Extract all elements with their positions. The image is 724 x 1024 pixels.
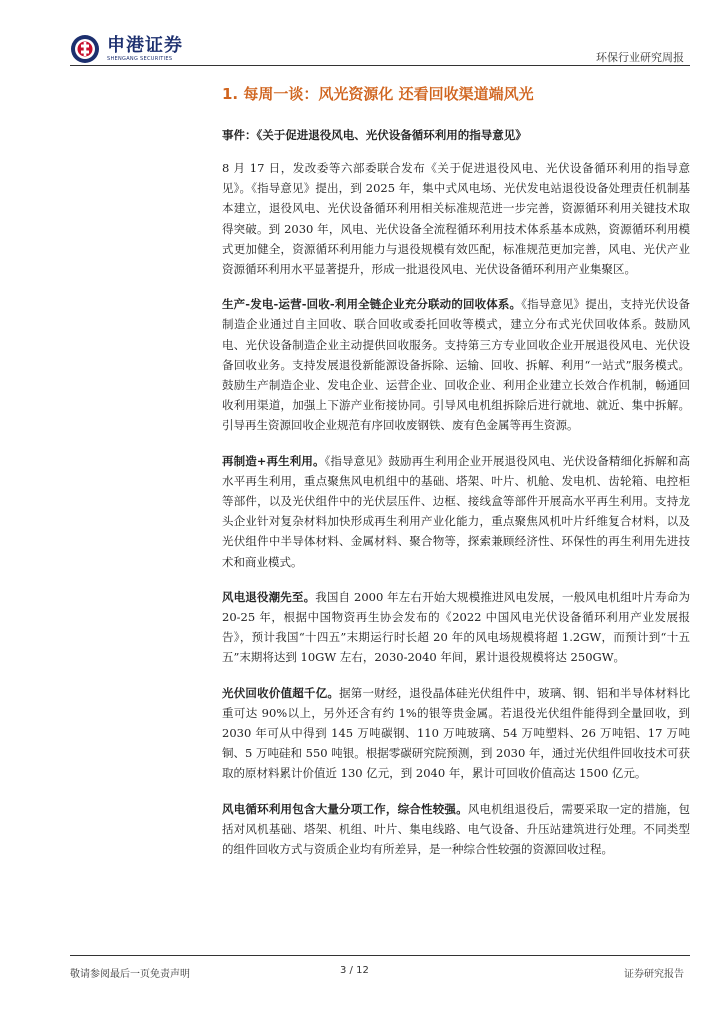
paragraph-text: 据第一财经，退役晶体硅光伏组件中，玻璃、钢、铝和半导体材料比重可达 90%以上，另外还含有约 1%的银等贵金属。若退役光伏组件能得到全量回收，到 2030 年可从中得到 145 万吨碳钢、110 万吨玻璃、54 万吨塑料、26 万吨铝、17 万吨铜、5 万吨硅和 550 吨银。根据零碳研究院预测，到 2030 年，通过光伏组件回收技术可获取的原材料累计价值近 130 亿元，到 2040 年，累计可回收价值高达 1500 亿元。	[222, 685, 691, 781]
report-type-label: 环保行业研究周报	[596, 51, 684, 64]
paragraph-lead: 风电循环利用包含大量分项工作，综合性较强。	[222, 801, 468, 816]
paragraph-recycling-system	[222, 294, 690, 435]
paragraph-lead: 风电退役潮先至。	[222, 589, 316, 604]
paragraph-text: 《指导意见》鼓励再生利用企业开展退役风电、光伏设备精细化拆解和高水平再生利用，重点聚焦风电机组中的基础、塔架、叶片、机舱、发电机、齿轮箱、电控柜等部件，以及光伏组件中的光伏层压件、边框、接线盒等部件开展高水平再生利用。支持龙头企业针对复杂材料加快形成再生利用产业化能力，重点聚焦风机叶片纤维复合材料，以及光伏组件中半导体材料、金属材料、聚合物等，探索兼顾经济性、环保性的再生利用先进技术和商业模式。	[222, 453, 690, 569]
company-logo	[70, 34, 183, 64]
page-header	[0, 0, 724, 66]
paragraph-text: 风电机组退役后，需要采取一定的措施，包括对风机基础、塔架、机组、叶片、集电线路、电气设备、升压站建筑进行处理。不同类型的组件回收方式与资质企业均有所差异，是一种综合性较强的资源回收过程。	[222, 801, 691, 857]
paragraph-lead: 再制造+再生利用。	[222, 453, 325, 468]
section-title: 1. 每周一谈：风光资源化 还看回收渠道端风光	[222, 85, 534, 103]
disclaimer-note: 敬请参阅最后一页免责声明	[70, 969, 190, 980]
logo-name-cn: 申港证券	[107, 35, 183, 56]
logo-name-en: SHENGANG SECURITIES	[107, 56, 173, 62]
paragraph-wind-retirement	[222, 587, 690, 668]
report-category: 证券研究报告	[624, 969, 684, 980]
paragraph-remanufacturing	[222, 451, 690, 572]
paragraph-lead: 生产-发电-运营-回收-利用全链企业充分联动的回收体系。	[222, 297, 522, 312]
paragraph-wind-recycling	[222, 799, 690, 860]
page-number: 3 / 12	[340, 965, 369, 976]
footer-divider	[70, 955, 690, 956]
event-heading: 事件：《关于促进退役风电、光伏设备循环利用的指导意见》	[222, 128, 527, 142]
header-divider	[70, 65, 690, 66]
paragraph-text: 8 月 17 日，发改委等六部委联合发布《关于促进退役风电、光伏设备循环利用的指导意见》。《指导意见》提出，到 2025 年，集中式风电场、光伏发电站退役设备处理责任机制基本建立，退役风电、光伏设备循环利用相关标准规范进一步完善，资源循环利用关键技术取得突破。到 2030 年，风电、光伏设备全流程循环利用技术体系基本成熟，资源循环利用模式更加健全，资源循环利用能力与退役规模有效匹配，标准规范更加完善，风电、光伏产业资源循环利用水平显著提升，形成一批退役风电、光伏设备循环利用产业集聚区。	[222, 161, 690, 277]
main-content	[222, 76, 690, 859]
paragraph-text: 我国自 2000 年左右开始大规模推进风电发展，一般风电机组叶片寿命为 20-25 年，根据中国物资再生协会发布的《2022 中国风电光伏设备循环利用产业发展报告》，预计我国“十四五”末期运行时长超 20 年的风电场规模将超 1.2GW，而预计到“十五五”末期将达到 10GW 左右，2030-2040 年间，累计退役规模将达 250GW。	[222, 589, 690, 665]
logo-emblem-icon	[70, 34, 100, 64]
paragraph-pv-value	[222, 683, 690, 784]
paragraph-announcement	[222, 158, 690, 279]
paragraph-lead: 光伏回收价值超千亿。	[222, 685, 340, 700]
paragraph-text: 《指导意见》提出，支持光伏设备制造企业通过自主回收、联合回收或委托回收等模式，建立分布式光伏回收体系。鼓励风电、光伏设备制造企业主动提供回收服务。支持第三方专业回收企业开展退役风电、光伏设备回收业务。支持发展退役新能源设备拆除、运输、回收、拆解、利用“一站式”服务模式。鼓励生产制造企业、发电企业、运营企业、回收企业、利用企业建立长效合作机制，畅通回收利用渠道，加强上下游产业衔接协同。引导风电机组拆除后进行就地、就近、集中拆解。引导再生资源回收企业规范有序回收废钢铁、废有色金属等再生资源。	[222, 297, 691, 433]
